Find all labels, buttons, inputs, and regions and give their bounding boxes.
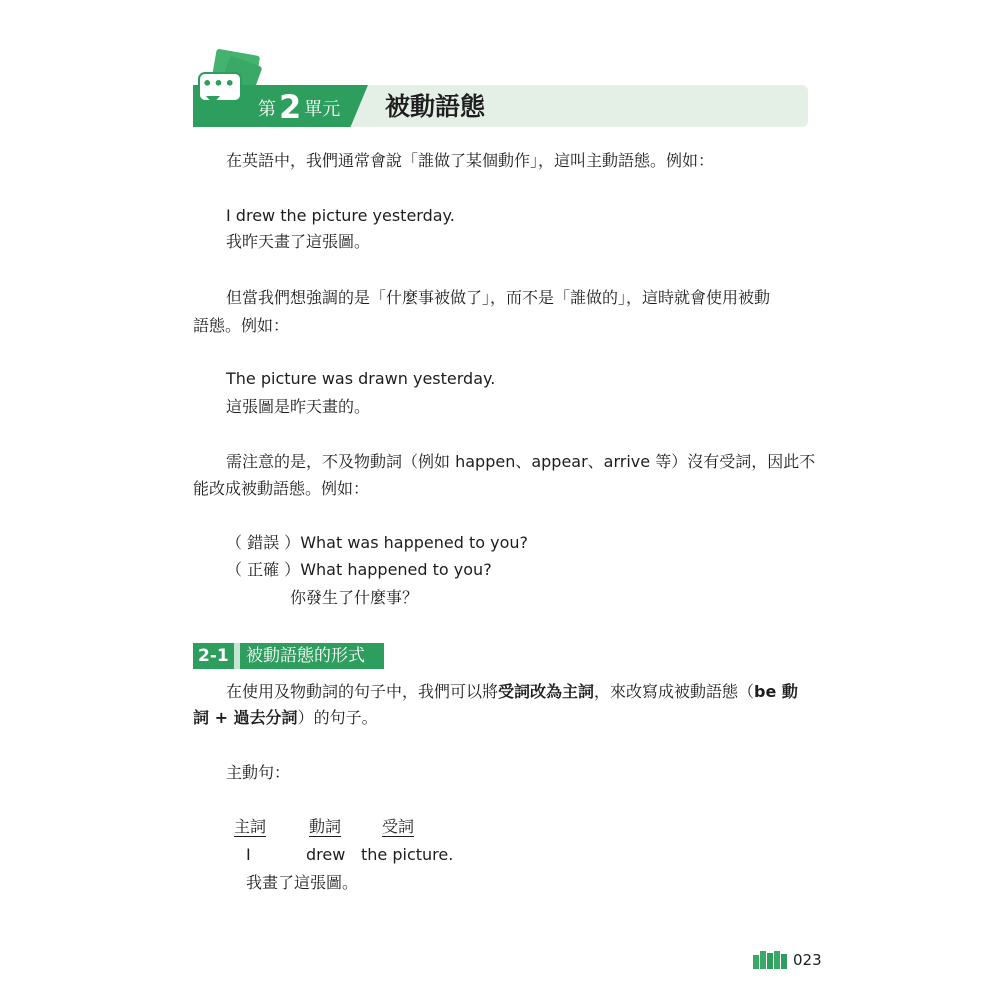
chapter-title: 被動語態 bbox=[385, 92, 486, 121]
wrong-example: （ 錯誤 ）What was happened to you? bbox=[226, 533, 528, 552]
word-verb: drew bbox=[306, 845, 346, 864]
wrong-tag: （ 錯誤 ） bbox=[226, 533, 301, 552]
paragraph: 但當我們想強調的是「什麼事被做了」，而不是「誰做的」，這時就會使用被動 bbox=[226, 288, 771, 307]
section-number: 2-1 bbox=[198, 646, 229, 666]
correct-tag: （ 正確 ） bbox=[226, 560, 301, 579]
speech-bubble-tail bbox=[206, 96, 220, 104]
correct-example: （ 正確 ）What happened to you? bbox=[226, 560, 492, 579]
translation: 我畫了這張圖。 bbox=[246, 873, 359, 892]
paragraph: 在英語中，我們通常會說「誰做了某個動作」，這叫主動語態。例如： bbox=[226, 151, 715, 170]
label-subject: 主詞 bbox=[234, 817, 267, 836]
word-subject: I bbox=[246, 845, 251, 864]
label-object: 受詞 bbox=[382, 817, 415, 836]
label-verb: 動詞 bbox=[309, 817, 342, 836]
example-chinese: 我昨天畫了這張圖。 bbox=[226, 232, 371, 251]
section-divider bbox=[234, 643, 240, 669]
books-icon bbox=[753, 951, 789, 969]
paragraph: 在使用及物動詞的句子中，我們可以將受詞改為主詞，來改寫成被動語態（be 動 bbox=[226, 682, 798, 701]
unit-label: 第2 單元 bbox=[258, 88, 341, 126]
paragraph: 需注意的是，不及物動詞（例如 happen、appear、arrive 等）沒有受詞，因此不 bbox=[226, 452, 816, 471]
section-title: 被動語態的形式 bbox=[246, 646, 365, 666]
example-english: I drew the picture yesterday. bbox=[226, 206, 455, 225]
example-chinese: 你發生了什麼事？ bbox=[290, 588, 419, 607]
paragraph: 語態。例如： bbox=[193, 316, 290, 335]
ellipsis-icon: ••• bbox=[202, 74, 236, 93]
example-chinese: 這張圖是昨天畫的。 bbox=[226, 397, 371, 416]
example-english: The picture was drawn yesterday. bbox=[226, 369, 496, 388]
active-sentence-label: 主動句： bbox=[226, 763, 291, 782]
paragraph: 詞 + 過去分詞）的句子。 bbox=[193, 708, 378, 727]
paragraph: 能改成被動語態。例如： bbox=[193, 479, 370, 498]
page-number: 023 bbox=[793, 951, 822, 969]
unit-number: 2 bbox=[279, 88, 302, 126]
word-object: the picture. bbox=[361, 845, 454, 864]
